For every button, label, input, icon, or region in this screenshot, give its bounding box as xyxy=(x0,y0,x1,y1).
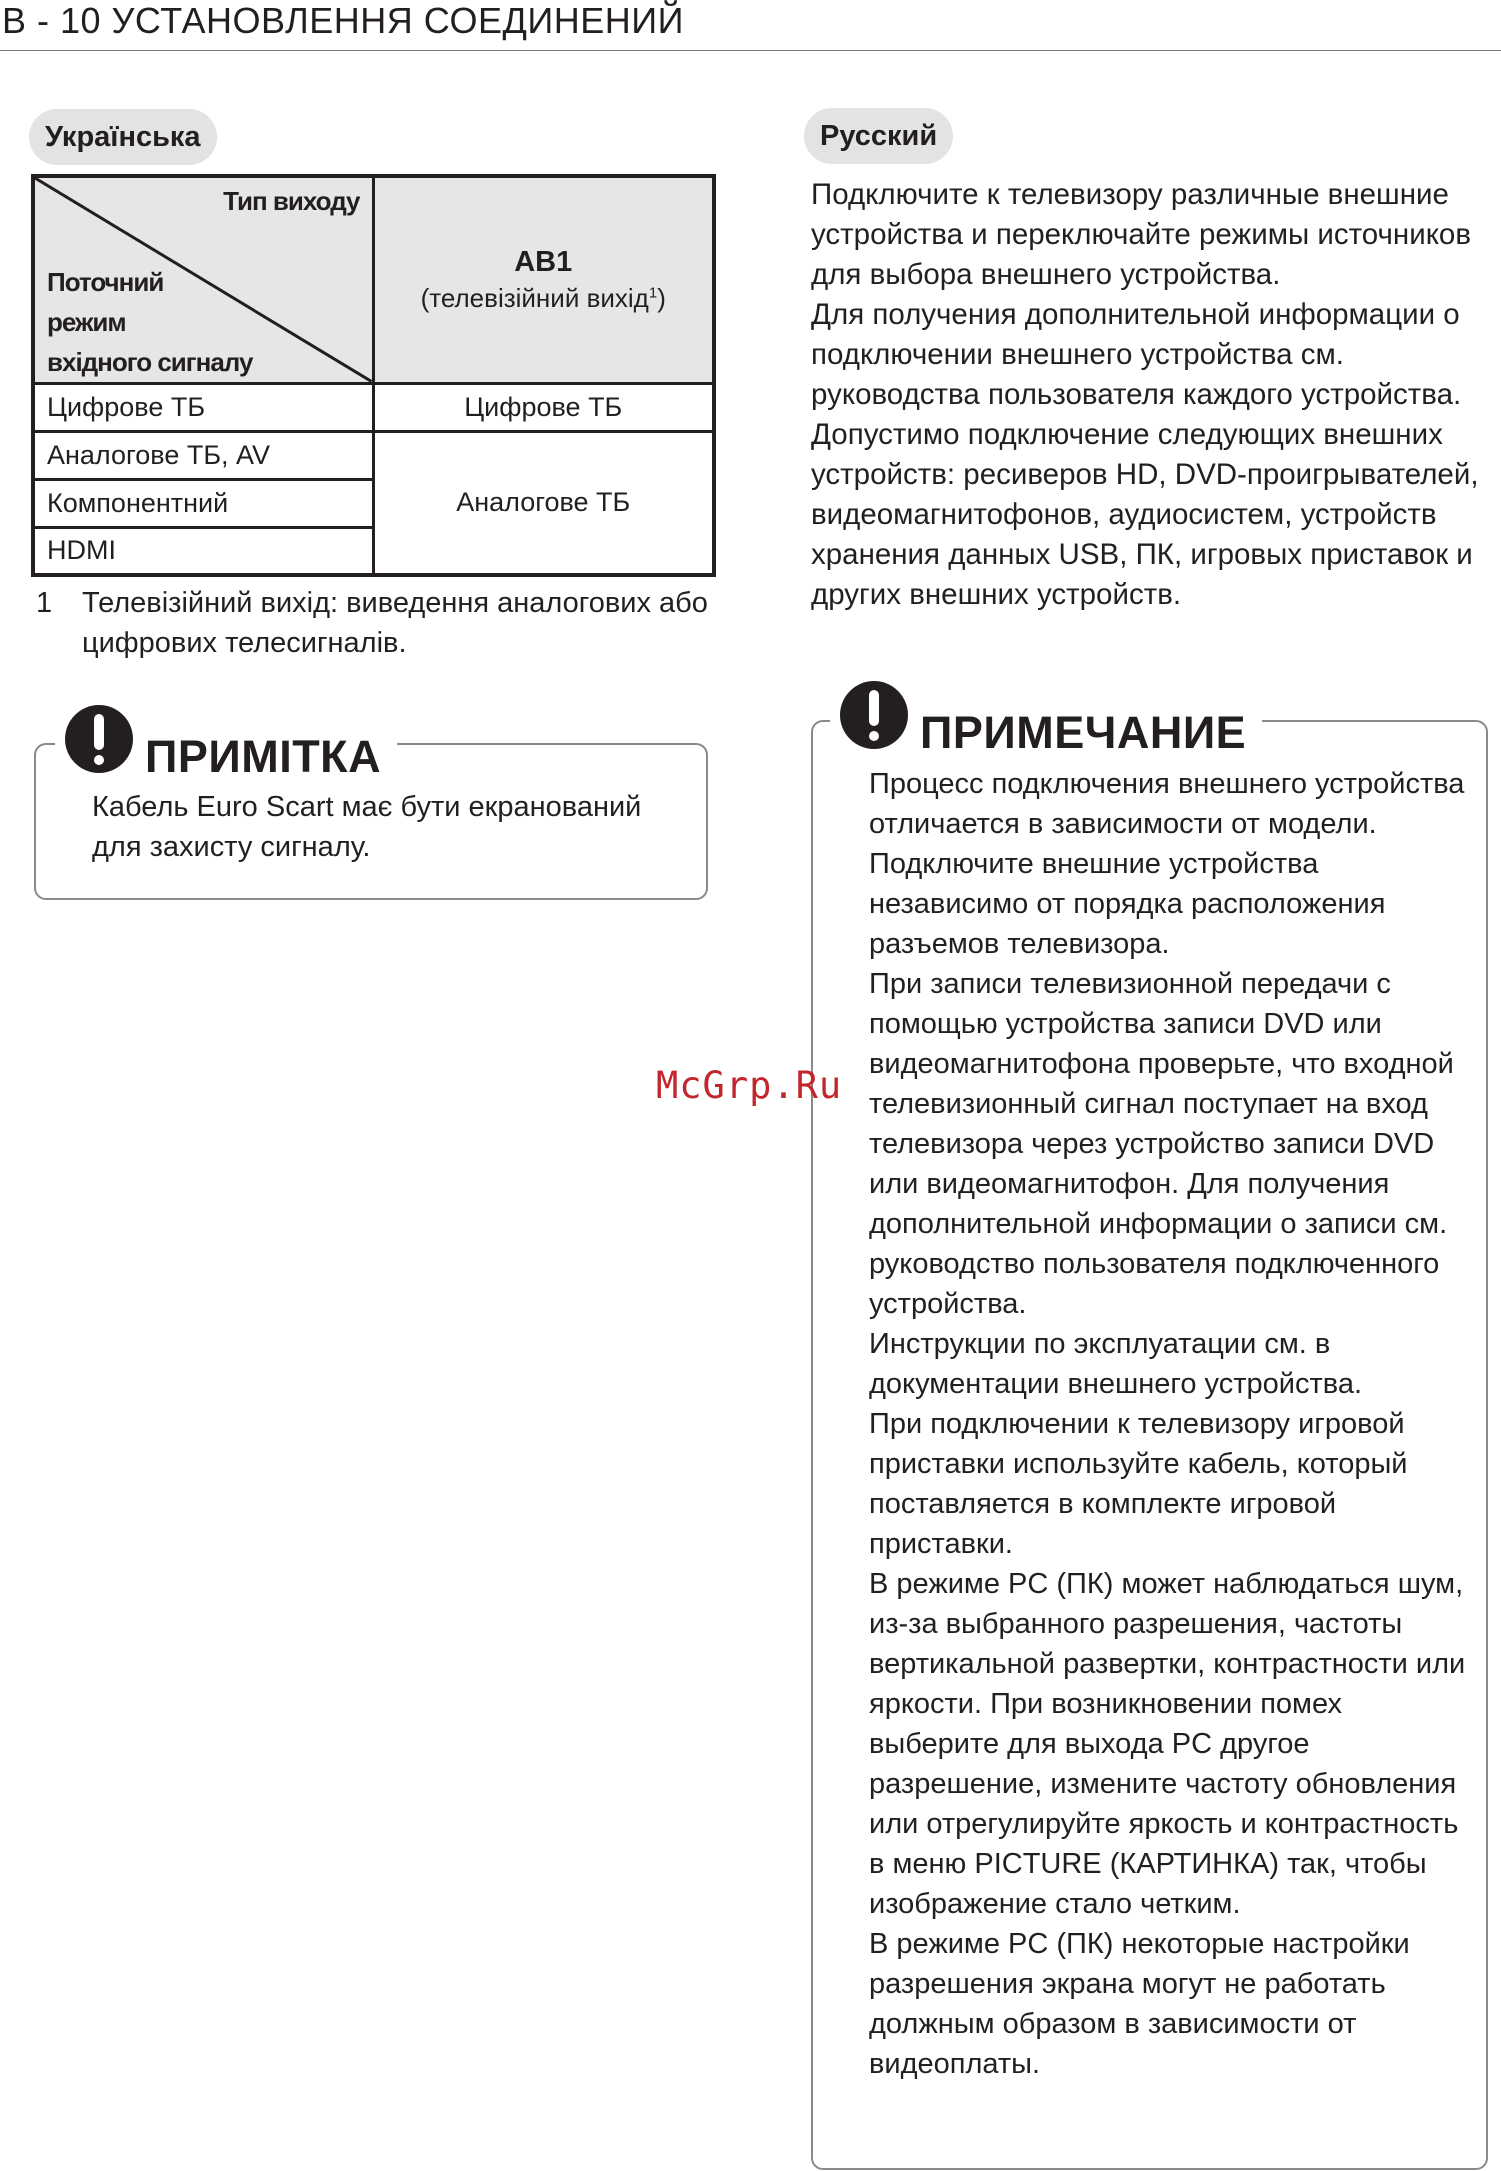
footnote-text: Телевізійний вихід: виведення аналогових або цифрових телесигналів. xyxy=(82,587,708,659)
note-title-russian: ПРИМЕЧАНИЕ xyxy=(920,707,1247,758)
note-paragraph: Инструкции по эксплуатации см. в документации внешнего устройства. xyxy=(869,1328,1363,1400)
table-header-diagonal-cell xyxy=(33,176,373,383)
note-paragraph: При записи телевизионной передачи с помощью устройства записи DVD или видеомагнитофона проверьте, что входной телевизионный сигнал поступает на вход телевизора через устройство записи DVD или видеомагнитофон. Для получения дополнительной информации о записи см. руководство пользователя подключенного устройства. xyxy=(869,968,1454,1320)
intro-paragraph: Подключите к телевизору различные внешние устройства и переключайте режимы источников для выбора внешнего устройства. xyxy=(811,178,1472,291)
header-divider xyxy=(0,50,1501,51)
input-mode-cell: Цифрове ТБ xyxy=(33,383,373,431)
ab1-sublabel: (телевізійний вихід$^1$) xyxy=(420,282,666,313)
intro-text-russian xyxy=(811,175,1491,615)
note-paragraph: Процесс подключения внешнего устройства отличается в зависимости от модели. xyxy=(869,768,1465,840)
note-paragraph: При подключении к телевизору игровой приставки используйте кабель, который поставляется в комплекте игровой приставки. xyxy=(869,1408,1408,1560)
intro-paragraph: Для получения дополнительной информации о подключении внешнего устройства см. руководства пользователя каждого устройства. xyxy=(811,298,1462,411)
note-text-russian xyxy=(869,764,1469,2084)
exclamation-icon xyxy=(65,705,133,773)
table-footnote xyxy=(36,583,722,663)
note-title-ukrainian: ПРИМІТКА xyxy=(145,731,382,782)
language-label-ukrainian: Українська xyxy=(29,109,217,165)
ab1-label: AB1 xyxy=(514,245,573,278)
output-cell-analog: Аналогове ТБ xyxy=(373,431,714,575)
note-heading-russian xyxy=(830,668,1262,762)
table-row xyxy=(33,431,714,479)
note-paragraph: В режиме PC (ПК) может наблюдаться шум, из-за выбранного разрешения, частоты вертикальной развертки, контрастности или яркости. При возникновении помех выберите для выхода PC другое разрешение, измените частоту обновления или отрегулируйте яркость и контрастность в меню PICTURE (КАРТИНКА) так, чтобы изображение стало четким. xyxy=(869,1568,1466,1920)
note-box-russian xyxy=(811,720,1488,2170)
language-label-russian: Русский xyxy=(804,108,953,164)
input-mode-cell: HDMI xyxy=(33,527,373,575)
footnote-number: 1 xyxy=(36,587,53,619)
watermark: McGrp.Ru xyxy=(656,1064,843,1107)
page-title: B - 10 УСТАНОВЛЕННЯ СОЕДИНЕНИЙ xyxy=(2,0,685,41)
table-row xyxy=(33,383,714,431)
note-paragraph: В режиме PC (ПК) некоторые настройки разрешения экрана могут не работать должным образом в зависимости от видеоплаты. xyxy=(869,1928,1410,2080)
note-text-ukrainian: Кабель Euro Scart має бути екранований для захисту сигналу. xyxy=(92,791,642,863)
header-current-mode: Поточний режим вхідного сигналу xyxy=(47,267,253,377)
header-output-type: Тип виходу xyxy=(223,186,360,216)
input-mode-cell: Компонентний xyxy=(33,479,373,527)
output-type-table xyxy=(31,174,716,577)
output-cell-digital: Цифрове ТБ xyxy=(373,383,714,431)
intro-paragraph: Допустимо подключение следующих внешних устройств: ресиверов HD, DVD-проигрывателей, видеомагнитофонов, аудиосистем, устройств хранения данных USB, ПК, игровых приставок и других внешних устройств. xyxy=(811,418,1479,611)
note-heading-ukrainian xyxy=(55,692,397,786)
table-header-ab1 xyxy=(373,176,714,383)
note-paragraph: Подключите внешние устройства независимо от порядка расположения разъемов телевизора. xyxy=(869,848,1386,960)
exclamation-icon xyxy=(840,681,908,749)
input-mode-cell: Аналогове ТБ, AV xyxy=(33,431,373,479)
